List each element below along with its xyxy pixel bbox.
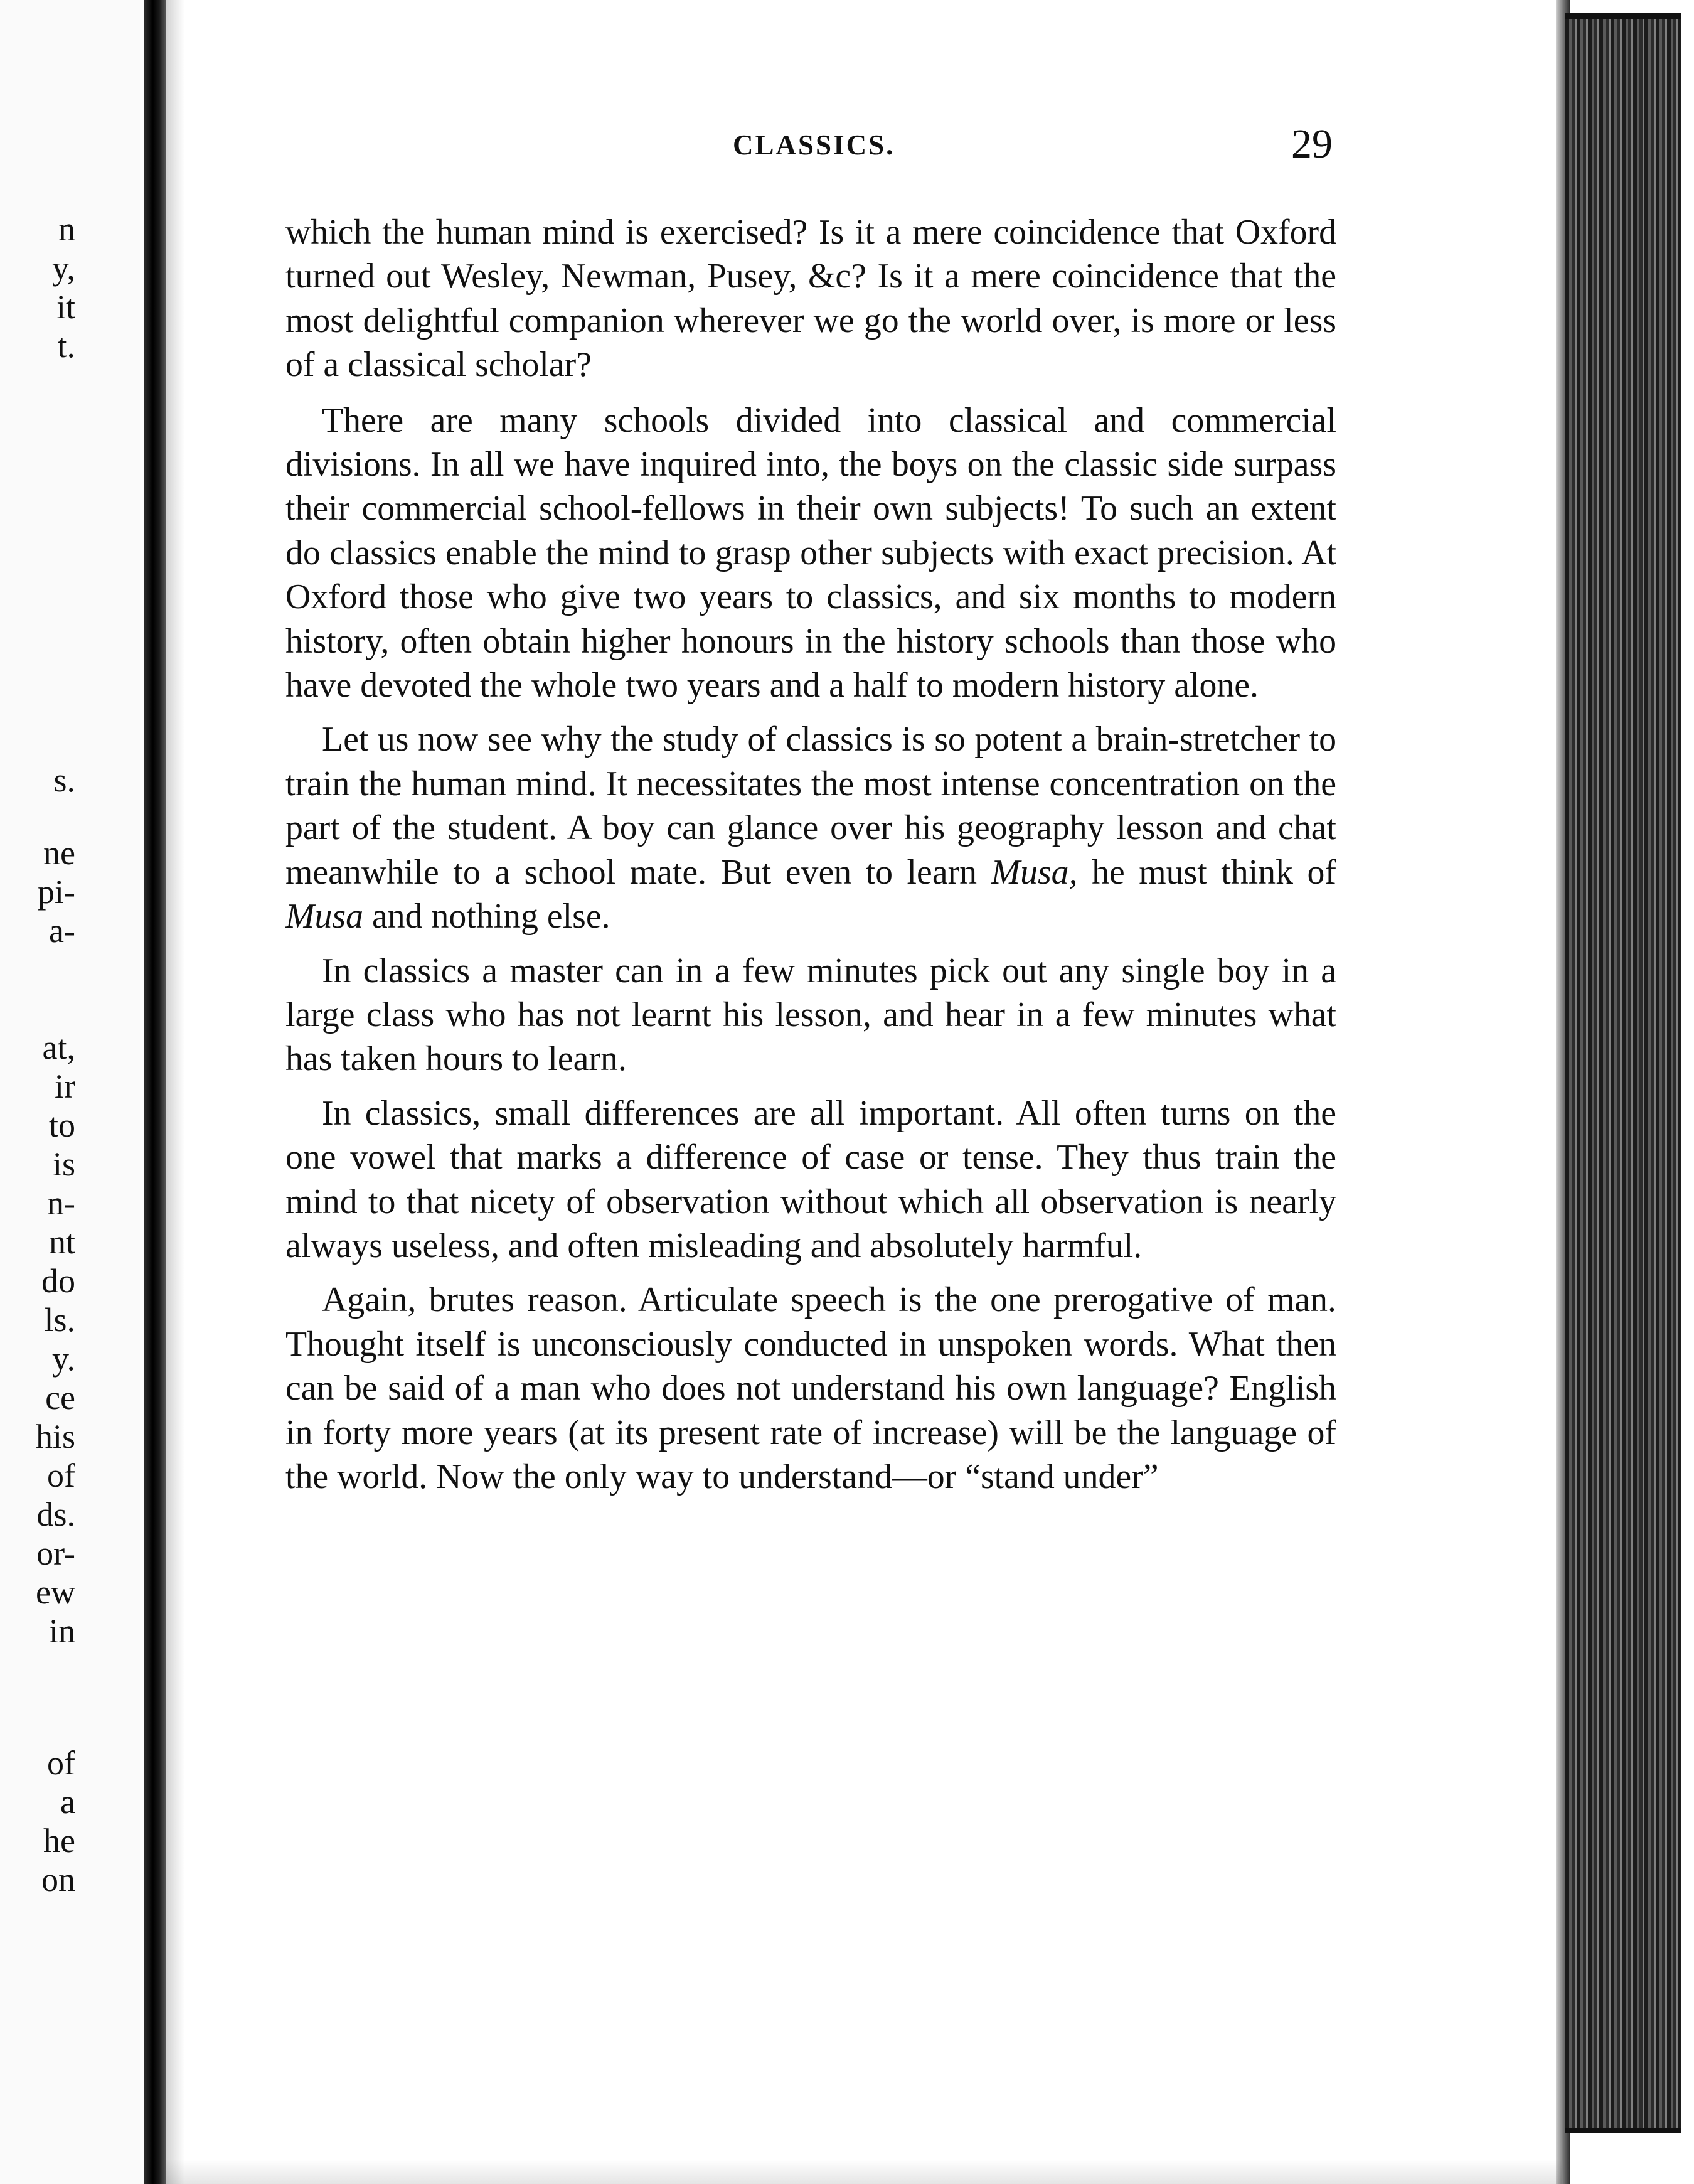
paragraph [285, 949, 1336, 1081]
left-page-edge [0, 0, 144, 2184]
left-fragment: do [41, 1262, 75, 1300]
left-page-text-fragments [0, 201, 75, 1898]
paragraph [285, 1091, 1336, 1268]
page-block-edge [1565, 13, 1681, 2133]
left-fragment: of [47, 1744, 75, 1782]
text-run: Again, brutes reason. Articulate speech is the one prerogative of man. Thought itself is unconsciously conducted in unspoken words. What then can be said of a man who does not understand his own language? English in forty more years (at its present rate of increase) will be the language of the world. Now the only way to understand—or “stand under” [285, 1280, 1336, 1496]
text-run: he must think of [1077, 852, 1336, 892]
body-text [285, 210, 1336, 1509]
left-fragment: ls. [44, 1301, 75, 1339]
left-fragment: his [35, 1418, 75, 1455]
left-fragment: he [43, 1822, 75, 1860]
left-fragment: n- [47, 1184, 75, 1222]
text-run: In classics a master can in a few minutes pick out any single boy in a large class who has not learnt his lesson, and hear in a few minutes what has taken hours to learn. [285, 951, 1336, 1079]
paragraph [285, 399, 1336, 708]
running-head: CLASSICS. [733, 129, 895, 161]
page-number: 29 [1291, 121, 1333, 167]
left-fragment: on [41, 1861, 75, 1898]
left-fragment: of [47, 1457, 75, 1494]
left-fragment: is [52, 1145, 75, 1183]
text-run: There are many schools divided into classical and commercial divisions. In all we have inquired into, the boys on the classic side surpass their commercial school-fellows in their own subjects! To such an extent do classics enable the mind to grasp other subjects with exact precision. At Oxford those who give two years to classics, and six months to modern history, often obtain higher honours in the history schools than those who have devoted the whole two years and a half to modern history alone. [285, 400, 1336, 705]
paragraph [285, 1278, 1336, 1499]
left-fragment: ce [45, 1379, 75, 1416]
left-fragment: pi- [38, 873, 75, 911]
left-fragment: ir [55, 1068, 75, 1105]
paragraph [285, 717, 1336, 938]
italic-word: Musa, [991, 852, 1078, 892]
left-fragment: or- [36, 1534, 75, 1572]
left-fragment: in [48, 1612, 75, 1650]
left-fragment: ew [36, 1573, 75, 1611]
left-fragment: y, [52, 249, 75, 287]
left-fragment: to [48, 1106, 75, 1144]
paragraph [285, 210, 1336, 387]
left-fragment: ne [43, 834, 75, 872]
left-fragment: a [60, 1783, 75, 1821]
bottom-page-shadow [166, 2159, 1562, 2184]
left-fragment: t. [57, 327, 75, 365]
left-fragment: n [58, 210, 75, 248]
text-run: In classics, small differences are all important. All often turns on the one vowel that marks a difference of case or tense. They thus train the mind to that nicety of observation without which all observation is nearly always useless, and often misleading and absolutely harmful. [285, 1093, 1336, 1265]
left-fragment: ds. [36, 1496, 75, 1533]
left-fragment: at, [42, 1029, 75, 1066]
left-fragment: s. [53, 761, 75, 799]
left-fragment: a- [49, 912, 75, 950]
gutter-shadow [166, 0, 184, 2184]
text-run: Let us now see why the study of classics is so potent a brain-stretcher to train the human mind. It necessitates the most intense concentration on the part of the student. A boy can glance over his geography lesson and chat meanwhile to a school mate. But even to learn [285, 720, 1336, 892]
italic-word: Musa [285, 897, 363, 936]
left-fragment: y. [52, 1340, 75, 1378]
left-fragment: nt [48, 1223, 75, 1261]
left-fragment: it [56, 288, 75, 326]
text-run: which the human mind is exercised? Is it a mere coincidence that Oxford turned out Wesley, Newman, Pusey, &c? Is it a mere coincidence that the most delightful companion wherever we go the world over, is more or less of a classical scholar? [285, 213, 1336, 385]
text-run: and nothing else. [363, 897, 610, 936]
book-gutter [144, 0, 166, 2184]
